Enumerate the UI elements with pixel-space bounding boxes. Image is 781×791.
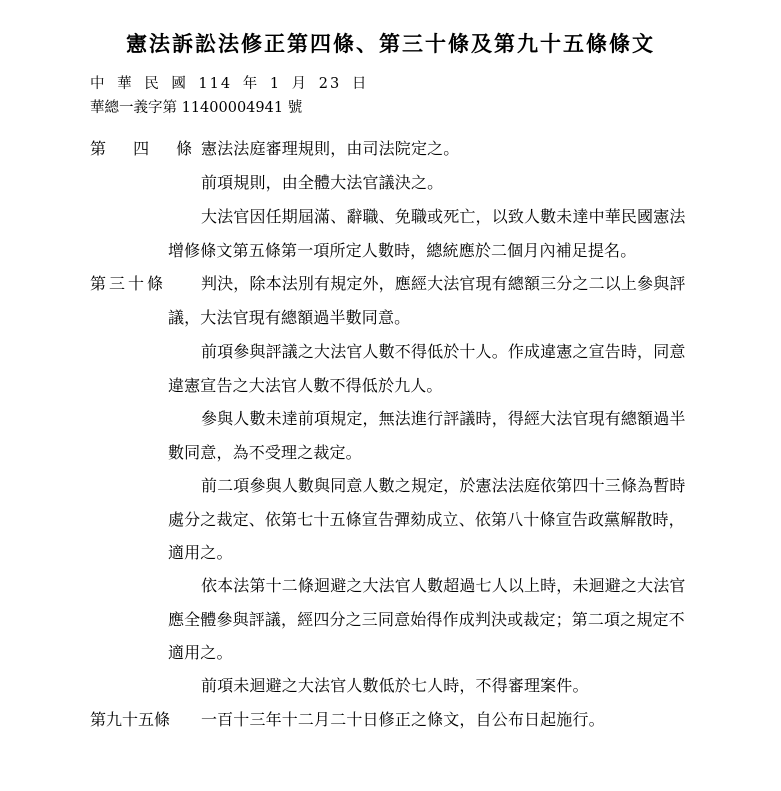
article-line: 數同意，為不受理之裁定。 [168, 443, 362, 462]
article-line: 違憲宣告之大法官人數不得低於九人。 [168, 376, 443, 395]
article-line: 判決，除本法別有規定外，應經大法官現有總額三分之二以上參與評 [201, 274, 686, 293]
article-line: 前二項參與人數與同意人數之規定，於憲法法庭依第四十三條為暫時 [201, 476, 686, 495]
article-line: 前項未迴避之大法官人數低於七人時，不得審理案件。 [201, 676, 589, 695]
document-title: 憲法訴訟法修正第四條、第三十條及第九十五條條文 [126, 31, 655, 56]
article-line: 適用之。 [168, 643, 233, 662]
article-line: 議，大法官現有總額過半數同意。 [168, 308, 411, 327]
article-line: 大法官因任期屆滿、辭職、免職或死亡，以致人數未達中華民國憲法 [201, 207, 686, 226]
article-line: 應全體參與評議，經四分之三同意始得作成判決或裁定；第二項之規定不 [168, 610, 685, 629]
article-line: 參與人數未達前項規定，無法進行評議時，得經大法官現有總額過半 [201, 409, 686, 428]
document-number: 華總一義字第 11400004941 號 [90, 100, 303, 116]
article-line: 適用之。 [168, 543, 233, 562]
article-line: 增修條文第五條第一項所定人數時，總統應於二個月內補足提名。 [168, 241, 637, 260]
article-line: 處分之裁定、依第七十五條宣告彈劾成立、依第八十條宣告政黨解散時， [168, 510, 685, 529]
article-line: 前項規則，由全體大法官議決之。 [201, 173, 444, 192]
article-label: 第三十條 [90, 274, 167, 293]
article-line: 一百十三年十二月二十日修正之條文，自公布日起施行。 [201, 710, 605, 729]
article-label: 第九十五條 [90, 710, 171, 729]
article-line: 前項參與評議之大法官人數不得低於十人。作成違憲之宣告時，同意 [201, 342, 686, 361]
article-line: 憲法法庭審理規則，由司法院定之。 [201, 139, 460, 158]
article-line: 依本法第十二條迴避之大法官人數超過七人以上時，未迴避之大法官 [201, 576, 686, 595]
article-label: 第 四 條 [90, 139, 204, 158]
promulgation-date: 中 華 民 國 114 年 1 月 23 日 [90, 76, 369, 92]
